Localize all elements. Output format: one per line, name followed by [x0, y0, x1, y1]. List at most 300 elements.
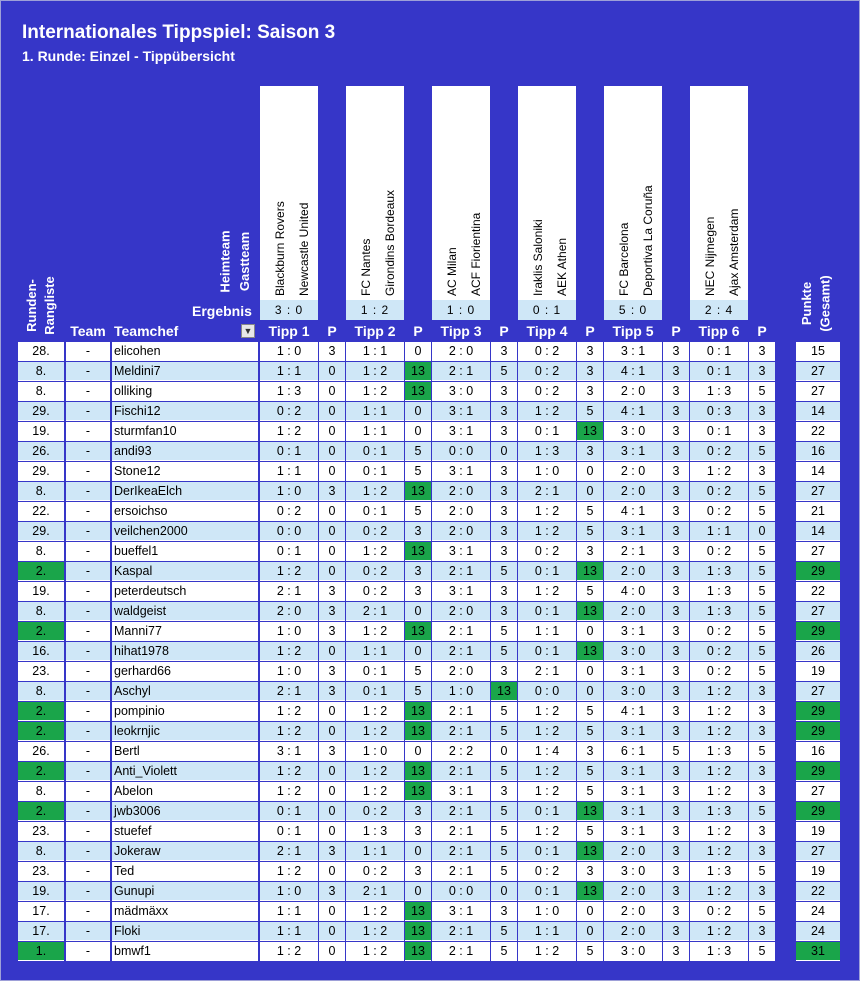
- points-cell: 3: [663, 442, 689, 461]
- points-cell: 3: [319, 582, 345, 601]
- points-cell: 3: [749, 782, 775, 801]
- points-cell: 5: [577, 782, 603, 801]
- points-cell: 3: [663, 362, 689, 381]
- teamchef-cell: Meldini7: [112, 362, 258, 381]
- tipp-cell: 0 : 1: [346, 662, 404, 681]
- tipp-cell: 1 : 2: [690, 722, 748, 741]
- points-cell: 3: [749, 402, 775, 421]
- tipp-cell: 0 : 1: [260, 822, 318, 841]
- tipp-cell: 0 : 1: [518, 802, 576, 821]
- points-cell: 0: [319, 942, 345, 961]
- points-cell: 0: [577, 682, 603, 701]
- points-cell: 3: [491, 522, 517, 541]
- points-cell: 3: [663, 522, 689, 541]
- points-cell: 0: [319, 542, 345, 561]
- points-cell: 3: [663, 462, 689, 481]
- tipp-cell: 3 : 1: [432, 402, 490, 421]
- rank-cell: 16.: [18, 642, 64, 661]
- tipp-cell: 2 : 1: [260, 842, 318, 861]
- tipp-cell: 2 : 2: [432, 742, 490, 761]
- points-cell: 0: [405, 642, 431, 661]
- points-cell: 0: [319, 722, 345, 741]
- tipp-cell: 2 : 0: [432, 662, 490, 681]
- teamchef-cell: stuefef: [112, 822, 258, 841]
- rangliste-label-1: Runden-: [23, 278, 39, 332]
- total-cell: 27: [796, 482, 840, 501]
- total-cell: 22: [796, 582, 840, 601]
- page-title: Internationales Tippspiel: Saison 3: [22, 22, 336, 43]
- tipp-cell: 1 : 2: [346, 722, 404, 741]
- team-cell: -: [66, 582, 110, 601]
- points-cell: 13: [405, 722, 431, 741]
- header-tipp-5: Tipp 5: [612, 323, 654, 339]
- tipp-cell: 2 : 1: [432, 622, 490, 641]
- home-team-1: Blackburn Rovers: [273, 201, 287, 296]
- points-cell: 3: [749, 882, 775, 901]
- tipp-cell: 0 : 2: [690, 642, 748, 661]
- tipp-cell: 2 : 1: [432, 822, 490, 841]
- points-cell: 3: [491, 542, 517, 561]
- tipp-cell: 1 : 1: [346, 642, 404, 661]
- points-cell: 3: [749, 842, 775, 861]
- tipp-cell: 1 : 0: [518, 462, 576, 481]
- tipp-cell: 2 : 1: [432, 862, 490, 881]
- tipp-cell: 2 : 1: [604, 542, 662, 561]
- tipp-cell: 1 : 1: [346, 422, 404, 441]
- tipp-cell: 1 : 3: [346, 822, 404, 841]
- tipp-cell: 0 : 2: [518, 362, 576, 381]
- points-cell: 3: [319, 662, 345, 681]
- tipp-cell: 1 : 2: [518, 782, 576, 801]
- table-row: [0, 902, 860, 922]
- points-cell: 5: [405, 442, 431, 461]
- rank-cell: 19.: [18, 422, 64, 441]
- points-cell: 3: [749, 682, 775, 701]
- tipp-cell: 2 : 1: [518, 482, 576, 501]
- points-cell: 3: [405, 862, 431, 881]
- tipp-cell: 4 : 0: [604, 582, 662, 601]
- rank-cell: 1.: [18, 942, 64, 961]
- tipp-cell: 1 : 2: [518, 702, 576, 721]
- table-row: [0, 402, 860, 422]
- points-cell: 0: [405, 882, 431, 901]
- teamchef-cell: bueffel1: [112, 542, 258, 561]
- points-cell: 5: [749, 642, 775, 661]
- teamchef-cell: waldgeist: [112, 602, 258, 621]
- tipp-cell: 1 : 2: [260, 422, 318, 441]
- points-cell: 5: [491, 942, 517, 961]
- tipp-cell: 0 : 1: [346, 442, 404, 461]
- tipp-cell: 2 : 0: [604, 602, 662, 621]
- points-cell: 0: [405, 342, 431, 361]
- teamchef-cell: Abelon: [112, 782, 258, 801]
- tipp-cell: 0 : 2: [518, 542, 576, 561]
- tipp-cell: 1 : 3: [690, 742, 748, 761]
- tipp-cell: 3 : 0: [604, 942, 662, 961]
- tipp-cell: 1 : 2: [260, 862, 318, 881]
- points-cell: 5: [749, 602, 775, 621]
- points-cell: 13: [577, 562, 603, 581]
- home-team-4: Iraklis Saloniki: [531, 219, 545, 296]
- teamchef-cell: leokrnjic: [112, 722, 258, 741]
- tipp-cell: 1 : 2: [518, 402, 576, 421]
- tipp-cell: 0 : 1: [346, 502, 404, 521]
- points-cell: 3: [577, 742, 603, 761]
- tipp-cell: 1 : 2: [346, 782, 404, 801]
- tipp-cell: 1 : 2: [260, 722, 318, 741]
- points-cell: 0: [491, 442, 517, 461]
- teamchef-cell: Floki: [112, 922, 258, 941]
- points-cell: 3: [319, 342, 345, 361]
- tipp-cell: 1 : 2: [346, 762, 404, 781]
- points-cell: 5: [749, 942, 775, 961]
- tipp-cell: 1 : 2: [518, 762, 576, 781]
- tipp-cell: 1 : 2: [260, 562, 318, 581]
- total-cell: 27: [796, 362, 840, 381]
- points-cell: 5: [749, 482, 775, 501]
- table-row: [0, 362, 860, 382]
- tipp-cell: 2 : 1: [432, 802, 490, 821]
- team-cell: -: [66, 342, 110, 361]
- tipp-cell: 3 : 1: [432, 462, 490, 481]
- teamchef-cell: Ted: [112, 862, 258, 881]
- rank-cell: 8.: [18, 382, 64, 401]
- tipp-cell: 0 : 2: [260, 502, 318, 521]
- total-cell: 26: [796, 642, 840, 661]
- points-cell: 5: [577, 522, 603, 541]
- teamchef-cell: elicohen: [112, 342, 258, 361]
- team-cell: -: [66, 522, 110, 541]
- total-cell: 27: [796, 682, 840, 701]
- points-cell: 5: [491, 922, 517, 941]
- tipp-cell: 1 : 2: [346, 362, 404, 381]
- tipp-cell: 1 : 2: [518, 722, 576, 741]
- tipp-cell: 1 : 0: [346, 742, 404, 761]
- table-row: [0, 942, 860, 962]
- tipp-cell: 3 : 1: [432, 422, 490, 441]
- teamchef-cell: pompinio: [112, 702, 258, 721]
- tipp-cell: 1 : 0: [518, 902, 576, 921]
- tipp-cell: 3 : 0: [604, 642, 662, 661]
- teamchef-cell: olliking: [112, 382, 258, 401]
- table-row: [0, 742, 860, 762]
- tipp-cell: 2 : 0: [432, 482, 490, 501]
- tipp-cell: 2 : 0: [604, 842, 662, 861]
- points-cell: 3: [663, 802, 689, 821]
- team-cell: -: [66, 402, 110, 421]
- points-cell: 13: [405, 622, 431, 641]
- points-cell: 3: [491, 582, 517, 601]
- rank-cell: 17.: [18, 902, 64, 921]
- tipp-cell: 3 : 1: [604, 342, 662, 361]
- total-cell: 27: [796, 602, 840, 621]
- tipp-cell: 0 : 2: [346, 582, 404, 601]
- points-cell: 5: [491, 842, 517, 861]
- rank-cell: 26.: [18, 742, 64, 761]
- points-cell: 5: [577, 722, 603, 741]
- tipp-cell: 2 : 0: [432, 502, 490, 521]
- points-cell: 3: [749, 422, 775, 441]
- tipp-cell: 3 : 1: [260, 742, 318, 761]
- points-cell: 5: [577, 502, 603, 521]
- points-cell: 3: [319, 842, 345, 861]
- points-cell: 3: [491, 382, 517, 401]
- points-cell: 13: [577, 882, 603, 901]
- points-cell: 0: [405, 742, 431, 761]
- match-result-1: 3 : 0: [260, 300, 318, 320]
- header-tipp-2: Tipp 2: [354, 323, 396, 339]
- tipp-cell: 2 : 1: [518, 662, 576, 681]
- tipp-cell: 0 : 1: [518, 602, 576, 621]
- points-cell: 3: [749, 822, 775, 841]
- points-cell: 0: [577, 482, 603, 501]
- tipp-cell: 1 : 2: [260, 762, 318, 781]
- rank-cell: 19.: [18, 882, 64, 901]
- total-cell: 19: [796, 862, 840, 881]
- teamchef-cell: sturmfan10: [112, 422, 258, 441]
- total-cell: 29: [796, 722, 840, 741]
- points-cell: 13: [577, 842, 603, 861]
- tipp-cell: 2 : 1: [260, 582, 318, 601]
- rank-cell: 2.: [18, 722, 64, 741]
- tipp-cell: 2 : 0: [432, 522, 490, 541]
- total-cell: 29: [796, 802, 840, 821]
- table-row: [0, 922, 860, 942]
- table-row: [0, 582, 860, 602]
- points-cell: 0: [319, 702, 345, 721]
- points-cell: 3: [749, 762, 775, 781]
- tipp-cell: 1 : 3: [690, 802, 748, 821]
- match-result-2: 1 : 2: [346, 300, 404, 320]
- total-cell: 24: [796, 902, 840, 921]
- rank-cell: 8.: [18, 782, 64, 801]
- tipp-cell: 2 : 1: [432, 562, 490, 581]
- header-points-5: P: [671, 323, 681, 339]
- header-tipp-1: Tipp 1: [268, 323, 310, 339]
- tipp-cell: 3 : 1: [604, 522, 662, 541]
- tipp-cell: 0 : 2: [690, 662, 748, 681]
- points-cell: 3: [405, 822, 431, 841]
- tipp-cell: 0 : 0: [518, 682, 576, 701]
- points-cell: 3: [491, 342, 517, 361]
- team-cell: -: [66, 362, 110, 381]
- match-result-3: 1 : 0: [432, 300, 490, 320]
- table-row: [0, 682, 860, 702]
- teamchef-cell: veilchen2000: [112, 522, 258, 541]
- total-cell: 16: [796, 742, 840, 761]
- tipp-cell: 2 : 1: [432, 922, 490, 941]
- points-cell: 5: [749, 662, 775, 681]
- tipp-cell: 1 : 4: [518, 742, 576, 761]
- team-cell: -: [66, 882, 110, 901]
- points-cell: 13: [405, 942, 431, 961]
- points-cell: 3: [491, 782, 517, 801]
- tipp-cell: 2 : 0: [604, 922, 662, 941]
- points-cell: 5: [663, 742, 689, 761]
- points-cell: 3: [577, 542, 603, 561]
- rank-cell: 2.: [18, 802, 64, 821]
- tipp-cell: 3 : 0: [604, 682, 662, 701]
- points-cell: 13: [577, 802, 603, 821]
- team-cell: -: [66, 922, 110, 941]
- points-cell: 5: [749, 862, 775, 881]
- away-team-3: ACF Fiorientina: [469, 212, 483, 296]
- rank-cell: 29.: [18, 402, 64, 421]
- points-cell: 5: [577, 942, 603, 961]
- tipp-cell: 1 : 1: [518, 622, 576, 641]
- teamchef-cell: hihat1978: [112, 642, 258, 661]
- total-cell: 29: [796, 762, 840, 781]
- tipp-cell: 1 : 2: [690, 922, 748, 941]
- points-cell: 3: [663, 682, 689, 701]
- rank-cell: 23.: [18, 862, 64, 881]
- tipp-cell: 1 : 1: [260, 902, 318, 921]
- table-row: [0, 442, 860, 462]
- points-cell: 3: [663, 342, 689, 361]
- match-result-6: 2 : 4: [690, 300, 748, 320]
- points-cell: 3: [405, 562, 431, 581]
- total-cell: 14: [796, 522, 840, 541]
- points-cell: 5: [749, 502, 775, 521]
- points-cell: 0: [577, 662, 603, 681]
- rank-cell: 8.: [18, 842, 64, 861]
- points-cell: 3: [749, 922, 775, 941]
- points-cell: 5: [749, 442, 775, 461]
- tipp-cell: 0 : 1: [518, 562, 576, 581]
- tipp-cell: 0 : 3: [690, 402, 748, 421]
- tipp-cell: 1 : 2: [518, 942, 576, 961]
- points-cell: 3: [577, 382, 603, 401]
- points-cell: 3: [319, 622, 345, 641]
- tipp-cell: 1 : 2: [690, 822, 748, 841]
- tipp-cell: 4 : 1: [604, 362, 662, 381]
- home-team-2: FC Nantes: [359, 238, 373, 296]
- tipp-cell: 1 : 0: [432, 682, 490, 701]
- tipp-cell: 1 : 1: [260, 362, 318, 381]
- tipp-cell: 0 : 2: [346, 862, 404, 881]
- tipp-cell: 1 : 2: [260, 782, 318, 801]
- total-cell: 19: [796, 822, 840, 841]
- match-result-4: 0 : 1: [518, 300, 576, 320]
- points-cell: 5: [577, 702, 603, 721]
- tipp-cell: 1 : 0: [260, 482, 318, 501]
- points-cell: 3: [319, 742, 345, 761]
- total-cell: 16: [796, 442, 840, 461]
- ergebnis-label: Ergebnis: [192, 303, 252, 319]
- points-cell: 0: [319, 402, 345, 421]
- away-team-2: Girondins Bordeaux: [383, 189, 397, 296]
- points-cell: 3: [663, 542, 689, 561]
- points-cell: 3: [663, 702, 689, 721]
- tipp-cell: 2 : 1: [432, 702, 490, 721]
- away-team-1: Newcastle United: [297, 202, 311, 296]
- points-cell: 3: [577, 862, 603, 881]
- total-cell: 29: [796, 702, 840, 721]
- tipp-cell: 0 : 1: [518, 882, 576, 901]
- table-row: [0, 382, 860, 402]
- points-cell: 5: [491, 702, 517, 721]
- teamchef-cell: Kaspal: [112, 562, 258, 581]
- points-cell: 5: [491, 762, 517, 781]
- rank-cell: 2.: [18, 762, 64, 781]
- tipp-cell: 0 : 2: [690, 542, 748, 561]
- points-cell: 0: [749, 522, 775, 541]
- team-cell: -: [66, 422, 110, 441]
- team-cell: -: [66, 502, 110, 521]
- rank-cell: 17.: [18, 922, 64, 941]
- points-cell: 3: [577, 342, 603, 361]
- tipp-cell: 3 : 0: [604, 862, 662, 881]
- away-team-5: Deportiva La Coruña: [641, 185, 655, 296]
- teamchef-cell: andi93: [112, 442, 258, 461]
- tipp-cell: 0 : 1: [260, 802, 318, 821]
- tipp-cell: 2 : 0: [604, 882, 662, 901]
- team-cell: -: [66, 442, 110, 461]
- points-cell: 13: [577, 422, 603, 441]
- team-cell: -: [66, 762, 110, 781]
- tipp-cell: 3 : 1: [432, 542, 490, 561]
- tipp-cell: 0 : 1: [346, 682, 404, 701]
- rank-cell: 2.: [18, 622, 64, 641]
- table-row: [0, 622, 860, 642]
- points-cell: 0: [577, 922, 603, 941]
- points-cell: 3: [663, 782, 689, 801]
- team-cell: -: [66, 782, 110, 801]
- points-cell: 3: [663, 902, 689, 921]
- filter-dropdown-icon[interactable]: ▼: [241, 324, 255, 338]
- tipp-cell: 1 : 3: [690, 602, 748, 621]
- points-cell: 0: [319, 502, 345, 521]
- away-team-4: AEK Athen: [555, 237, 569, 296]
- team-cell: -: [66, 662, 110, 681]
- points-cell: 0: [491, 742, 517, 761]
- points-cell: 3: [577, 442, 603, 461]
- header-tipp-4: Tipp 4: [526, 323, 568, 339]
- tipp-cell: 3 : 0: [432, 382, 490, 401]
- points-cell: 0: [319, 782, 345, 801]
- table-row: [0, 802, 860, 822]
- points-cell: 3: [405, 522, 431, 541]
- tipp-cell: 2 : 0: [260, 602, 318, 621]
- team-cell: -: [66, 722, 110, 741]
- tipp-cell: 0 : 2: [518, 382, 576, 401]
- total-cell: 27: [796, 782, 840, 801]
- points-cell: 5: [749, 542, 775, 561]
- table-row: [0, 602, 860, 622]
- tipp-cell: 3 : 1: [604, 782, 662, 801]
- tipp-cell: 2 : 1: [432, 642, 490, 661]
- tipp-cell: 1 : 3: [690, 582, 748, 601]
- points-cell: 0: [319, 762, 345, 781]
- teamchef-cell: peterdeutsch: [112, 582, 258, 601]
- points-cell: 13: [405, 542, 431, 561]
- points-cell: 3: [749, 722, 775, 741]
- points-cell: 3: [319, 682, 345, 701]
- points-cell: 5: [491, 362, 517, 381]
- tipp-cell: 1 : 1: [518, 922, 576, 941]
- rank-cell: 8.: [18, 682, 64, 701]
- tipp-cell: 1 : 2: [346, 902, 404, 921]
- tipp-cell: 1 : 2: [690, 882, 748, 901]
- tipp-cell: 3 : 1: [604, 622, 662, 641]
- rank-cell: 19.: [18, 582, 64, 601]
- tipp-cell: 2 : 0: [604, 562, 662, 581]
- header-points-3: P: [499, 323, 509, 339]
- points-cell: 0: [319, 902, 345, 921]
- teamchef-cell: Stone12: [112, 462, 258, 481]
- points-cell: 3: [663, 862, 689, 881]
- tipp-cell: 1 : 3: [260, 382, 318, 401]
